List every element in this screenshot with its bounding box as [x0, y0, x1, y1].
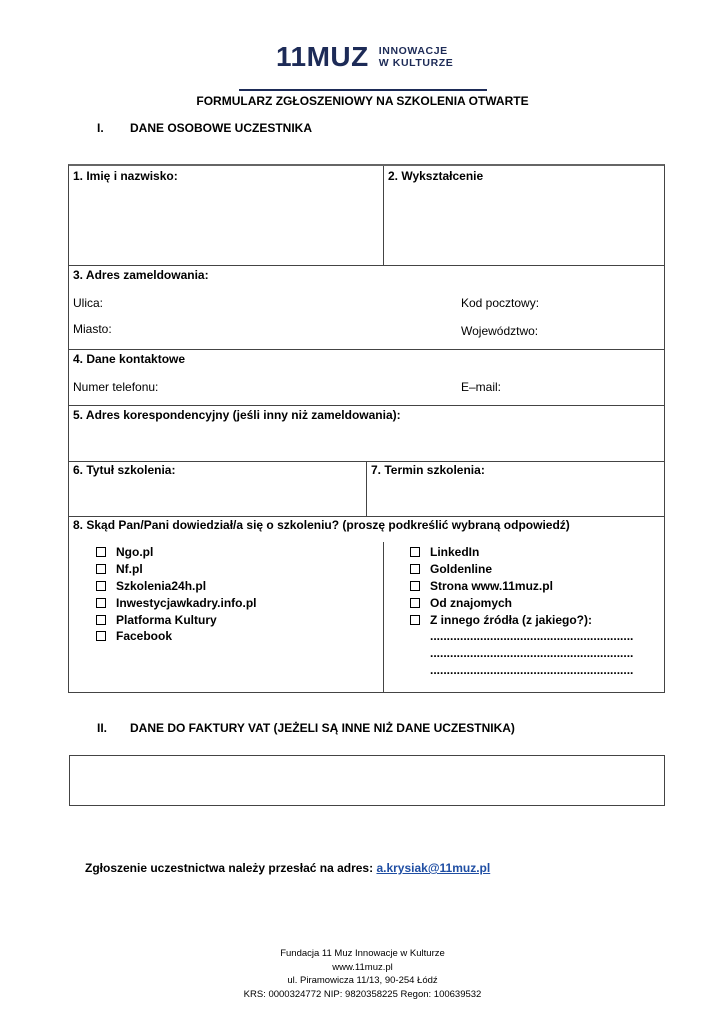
email-field-label: E–mail:	[461, 380, 502, 394]
source-option[interactable]	[410, 544, 592, 561]
participant-form-table	[68, 164, 665, 693]
source-option[interactable]	[410, 611, 592, 628]
row-divider	[69, 516, 664, 517]
checkbox-icon[interactable]	[96, 615, 106, 625]
column-divider	[383, 542, 384, 693]
training-date-label: 7. Termin szkolenia:	[371, 463, 485, 477]
source-option-label: Inwestycjawkadry.info.pl	[116, 595, 257, 610]
row-divider	[69, 349, 664, 350]
source-option[interactable]	[96, 561, 256, 578]
row-divider	[69, 265, 664, 266]
source-option-label: Goldenline	[430, 562, 493, 577]
checkbox-icon[interactable]	[410, 581, 420, 591]
source-option[interactable]	[96, 544, 256, 561]
row-divider	[69, 405, 664, 406]
submission-email-link[interactable]: a.krysiak@11muz.pl	[376, 861, 491, 875]
other-source-line[interactable]: .............................................................	[430, 646, 634, 660]
source-option[interactable]	[96, 611, 256, 628]
logo-tagline-line2: W KULTURZE	[378, 57, 454, 69]
section-1-title: DANE OSOBOWE UCZESTNIKA	[130, 121, 313, 135]
section-2-number: II.	[97, 721, 108, 735]
source-question-label: 8. Skąd Pan/Pani dowiedział/a się o szkoleniu? (proszę podkreślić wybraną odpowiedź)	[73, 518, 570, 532]
source-option[interactable]	[410, 594, 592, 611]
name-field-label: 1. Imię i nazwisko:	[73, 169, 178, 183]
checkbox-icon[interactable]	[410, 564, 420, 574]
footer-website: www.11muz.pl	[332, 961, 393, 973]
source-option-label: Szkolenia24h.pl	[116, 578, 207, 593]
submission-text: Zgłoszenie uczestnictwa należy przesłać na adres:	[85, 861, 377, 875]
source-option-label: Od znajomych	[430, 595, 513, 610]
footer-organization: Fundacja 11 Muz Innowacje w Kulturze	[280, 948, 445, 959]
checkbox-icon[interactable]	[96, 581, 106, 591]
invoice-data-field[interactable]	[69, 755, 665, 806]
address-field-label: 3. Adres zameldowania:	[73, 268, 209, 282]
form-title: FORMULARZ ZGŁOSZENIOWY NA SZKOLENIA OTWARTE	[196, 94, 529, 108]
city-field-label: Miasto:	[73, 322, 112, 336]
header-rule	[239, 89, 487, 91]
checkbox-icon[interactable]	[96, 547, 106, 557]
source-option[interactable]	[96, 628, 256, 645]
checkbox-icon[interactable]	[96, 598, 106, 608]
source-option[interactable]	[96, 578, 256, 595]
correspondence-address-label: 5. Adres korespondencyjny (jeśli inny niż zameldowania):	[73, 408, 401, 422]
street-field-label: Ulica:	[73, 296, 104, 310]
source-options-left	[96, 544, 256, 645]
logo	[276, 42, 453, 72]
source-option-label: LinkedIn	[430, 545, 480, 560]
column-divider	[383, 166, 384, 265]
source-option-label: Facebook	[116, 629, 173, 644]
other-source-line[interactable]: .............................................................	[430, 629, 634, 643]
phone-field-label: Numer telefonu:	[73, 380, 159, 394]
column-divider	[366, 461, 367, 516]
submission-instruction	[85, 861, 490, 875]
checkbox-icon[interactable]	[410, 547, 420, 557]
footer-address: ul. Piramowicza 11/13, 90-254 Łódź	[287, 975, 438, 986]
logo-tagline	[379, 45, 454, 69]
postal-code-field-label: Kod pocztowy:	[461, 296, 540, 310]
source-option-label: Platforma Kultury	[116, 612, 217, 627]
contact-field-label: 4. Dane kontaktowe	[73, 352, 186, 366]
source-option-label: Ngo.pl	[116, 545, 154, 560]
checkbox-icon[interactable]	[410, 615, 420, 625]
footer-registration: KRS: 0000324772 NIP: 9820358225 Regon: 100639532	[243, 988, 482, 1000]
logo-tagline-line1: INNOWACJE	[378, 45, 448, 57]
other-source-line[interactable]: .............................................................	[430, 663, 634, 677]
source-option[interactable]	[410, 578, 592, 595]
section-2-title: DANE DO FAKTURY VAT (JEŻELI SĄ INNE NIŻ DANE UCZESTNIKA)	[130, 721, 515, 735]
checkbox-icon[interactable]	[410, 598, 420, 608]
logo-mark: 11MUZ	[276, 41, 369, 72]
source-option[interactable]	[410, 561, 592, 578]
footer	[0, 947, 725, 1001]
source-option-label: Nf.pl	[116, 562, 143, 577]
training-title-label: 6. Tytuł szkolenia:	[73, 463, 176, 477]
source-options-right	[410, 544, 592, 628]
source-option-label: Strona www.11muz.pl	[430, 578, 553, 593]
source-option[interactable]	[96, 594, 256, 611]
section-1-number: I.	[97, 121, 104, 135]
source-option-label: Z innego źródła (z jakiego?):	[430, 612, 592, 627]
voivodeship-field-label: Województwo:	[461, 324, 539, 338]
checkbox-icon[interactable]	[96, 564, 106, 574]
checkbox-icon[interactable]	[96, 631, 106, 641]
education-field-label: 2. Wykształcenie	[388, 169, 484, 183]
